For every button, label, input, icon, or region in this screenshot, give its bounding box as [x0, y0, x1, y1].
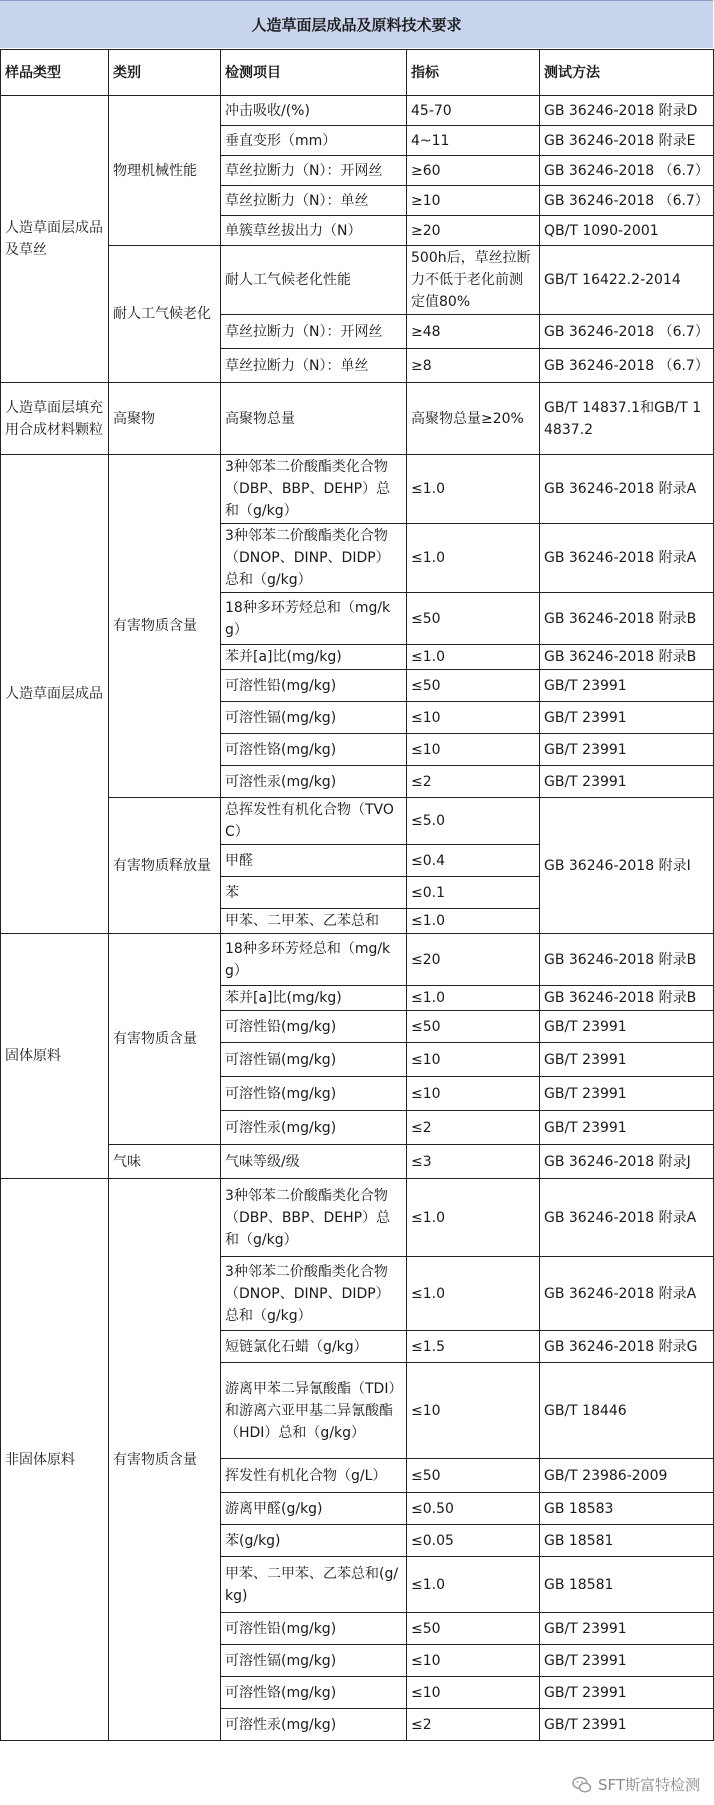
- index-cell: ≤10: [407, 1077, 540, 1111]
- test-item-cell: 3种邻苯二价酸酯类化合物（DBP、BBP、DEHP）总和（g/kg）: [221, 455, 407, 524]
- sample-type-cell: 固体原料: [1, 934, 109, 1179]
- method-cell: GB/T 23991: [540, 702, 714, 734]
- method-cell: GB 36246-2018 附录G: [540, 1331, 714, 1363]
- test-item-cell: 可溶性汞(mg/kg): [221, 1111, 407, 1145]
- index-cell: ≥10: [407, 186, 540, 216]
- method-cell: GB 18581: [540, 1525, 714, 1557]
- index-cell: ≤10: [407, 1645, 540, 1677]
- test-item-cell: 可溶性镉(mg/kg): [221, 1645, 407, 1677]
- test-item-cell: 单簇草丝拔出力（N）: [221, 216, 407, 246]
- method-cell: GB/T 23991: [540, 1011, 714, 1043]
- test-item-cell: 垂直变形（mm）: [221, 126, 407, 156]
- table-row: [1, 934, 714, 986]
- method-cell: GB/T 23991: [540, 1077, 714, 1111]
- method-cell: GB 36246-2018 附录D: [540, 96, 714, 126]
- test-item-cell: 冲击吸收/(%): [221, 96, 407, 126]
- method-cell: GB 36246-2018 附录A: [540, 1179, 714, 1257]
- index-cell: ≤1.0: [407, 524, 540, 593]
- test-item-cell: 苯并[a]比(mg/kg): [221, 986, 407, 1011]
- index-cell: ≤1.0: [407, 1257, 540, 1331]
- method-cell: GB/T 23991: [540, 734, 714, 766]
- index-cell: ≤10: [407, 1677, 540, 1709]
- method-cell: GB/T 23991: [540, 1043, 714, 1077]
- category-cell: 有害物质含量: [109, 455, 221, 798]
- test-item-cell: 苯(g/kg): [221, 1525, 407, 1557]
- header-test-method: 测试方法: [540, 50, 714, 96]
- test-item-cell: 可溶性镉(mg/kg): [221, 1043, 407, 1077]
- test-item-cell: 总挥发性有机化合物（TVOC）: [221, 798, 407, 845]
- table-row: [1, 455, 714, 524]
- method-cell: GB 36246-2018 附录B: [540, 986, 714, 1011]
- method-cell: GB/T 18446: [540, 1363, 714, 1459]
- method-cell: GB/T 16422.2-2014: [540, 246, 714, 315]
- test-item-cell: 可溶性铅(mg/kg): [221, 1011, 407, 1043]
- index-cell: ≤2: [407, 1709, 540, 1741]
- method-cell: GB 36246-2018 （6.7）: [540, 186, 714, 216]
- test-item-cell: 草丝拉断力（N）：开网丝: [221, 156, 407, 186]
- index-cell: 4~11: [407, 126, 540, 156]
- index-cell: ≤5.0: [407, 798, 540, 845]
- spec-table: [0, 49, 714, 1741]
- test-item-cell: 可溶性铅(mg/kg): [221, 670, 407, 702]
- category-cell: 有害物质含量: [109, 934, 221, 1145]
- test-item-cell: 气味等级/级: [221, 1145, 407, 1179]
- index-cell: ≥20: [407, 216, 540, 246]
- test-item-cell: 甲醛: [221, 845, 407, 877]
- index-cell: 高聚物总量≥20%: [407, 383, 540, 455]
- index-cell: ≤50: [407, 670, 540, 702]
- category-cell: 气味: [109, 1145, 221, 1179]
- index-cell: ≤50: [407, 1011, 540, 1043]
- sample-type-cell: 人造草面层填充用合成材料颗粒: [1, 383, 109, 455]
- method-cell: GB/T 23991: [540, 1677, 714, 1709]
- method-cell: GB 36246-2018 附录J: [540, 1145, 714, 1179]
- index-cell: ≤1.0: [407, 986, 540, 1011]
- method-cell: GB 36246-2018 附录B: [540, 645, 714, 670]
- index-cell: ≤50: [407, 1459, 540, 1493]
- test-item-cell: 可溶性铅(mg/kg): [221, 1613, 407, 1645]
- test-item-cell: 草丝拉断力（N）：开网丝: [221, 315, 407, 349]
- index-cell: ≤0.1: [407, 877, 540, 909]
- method-cell: GB/T 23991: [540, 1613, 714, 1645]
- index-cell: ≤2: [407, 1111, 540, 1145]
- watermark-text: SFT斯富特检测: [597, 1776, 700, 1794]
- test-item-cell: 3种邻苯二价酸酯类化合物（DNOP、DINP、DIDP）总和（g/kg）: [221, 1257, 407, 1331]
- header-sample-type: 样品类型: [1, 50, 109, 96]
- test-item-cell: 可溶性汞(mg/kg): [221, 1709, 407, 1741]
- index-cell: ≤50: [407, 1613, 540, 1645]
- method-cell: GB 36246-2018 附录I: [540, 798, 714, 934]
- method-cell: GB 36246-2018 附录A: [540, 1257, 714, 1331]
- method-cell: GB/T 23991: [540, 1709, 714, 1741]
- index-cell: ≤1.5: [407, 1331, 540, 1363]
- test-item-cell: 甲苯、二甲苯、乙苯总和(g/kg): [221, 1557, 407, 1613]
- index-cell: ≤2: [407, 766, 540, 798]
- header-index: 指标: [407, 50, 540, 96]
- index-cell: ≤10: [407, 702, 540, 734]
- method-cell: GB 36246-2018 （6.7）: [540, 349, 714, 383]
- method-cell: GB 18581: [540, 1557, 714, 1613]
- test-item-cell: 挥发性有机化合物（g/L）: [221, 1459, 407, 1493]
- index-cell: ≤0.05: [407, 1525, 540, 1557]
- method-cell: GB/T 23991: [540, 1645, 714, 1677]
- header-test-item: 检测项目: [221, 50, 407, 96]
- test-item-cell: 可溶性汞(mg/kg): [221, 766, 407, 798]
- test-item-cell: 草丝拉断力（N）：单丝: [221, 186, 407, 216]
- index-cell: ≤10: [407, 1363, 540, 1459]
- category-cell: 耐人工气候老化: [109, 246, 221, 383]
- test-item-cell: 游离甲醛(g/kg): [221, 1493, 407, 1525]
- category-cell: 有害物质含量: [109, 1179, 221, 1741]
- test-item-cell: 草丝拉断力（N）：单丝: [221, 349, 407, 383]
- test-item-cell: 3种邻苯二价酸酯类化合物（DNOP、DINP、DIDP）总和（g/kg）: [221, 524, 407, 593]
- method-cell: QB/T 1090-2001: [540, 216, 714, 246]
- test-item-cell: 可溶性镉(mg/kg): [221, 702, 407, 734]
- test-item-cell: 高聚物总量: [221, 383, 407, 455]
- test-item-cell: 苯: [221, 877, 407, 909]
- test-item-cell: 3种邻苯二价酸酯类化合物（DBP、BBP、DEHP）总和（g/kg）: [221, 1179, 407, 1257]
- method-cell: GB/T 23986-2009: [540, 1459, 714, 1493]
- table-row: [1, 96, 714, 126]
- table-row: [1, 1179, 714, 1257]
- index-cell: ≤3: [407, 1145, 540, 1179]
- method-cell: GB 36246-2018 附录B: [540, 934, 714, 986]
- method-cell: GB 36246-2018 （6.7）: [540, 156, 714, 186]
- watermark: [572, 1774, 700, 1795]
- table-title: 人造草面层成品及原料技术要求: [0, 0, 713, 48]
- method-cell: GB 36246-2018 附录B: [540, 593, 714, 645]
- test-item-cell: 短链氯化石蜡（g/kg）: [221, 1331, 407, 1363]
- index-cell: ≤1.0: [407, 909, 540, 934]
- index-cell: ≥8: [407, 349, 540, 383]
- method-cell: GB/T 23991: [540, 670, 714, 702]
- index-cell: 500h后，草丝拉断力不低于老化前测定值80%: [407, 246, 540, 315]
- test-item-cell: 苯并[a]比(mg/kg): [221, 645, 407, 670]
- sample-type-cell: 非固体原料: [1, 1179, 109, 1741]
- method-cell: GB 18583: [540, 1493, 714, 1525]
- header-category: 类别: [109, 50, 221, 96]
- index-cell: ≥60: [407, 156, 540, 186]
- sample-type-cell: 人造草面层成品及草丝: [1, 96, 109, 383]
- index-cell: ≤50: [407, 593, 540, 645]
- index-cell: ≤1.0: [407, 455, 540, 524]
- index-cell: ≤20: [407, 934, 540, 986]
- sample-type-cell: 人造草面层成品: [1, 455, 109, 934]
- category-cell: 物理机械性能: [109, 96, 221, 246]
- index-cell: ≤0.4: [407, 845, 540, 877]
- test-item-cell: 18种多环芳烃总和（mg/kg）: [221, 934, 407, 986]
- index-cell: ≥48: [407, 315, 540, 349]
- index-cell: ≤0.50: [407, 1493, 540, 1525]
- test-item-cell: 游离甲苯二异氰酸酯（TDI）和游离六亚甲基二异氰酸酯（HDI）总和（g/kg）: [221, 1363, 407, 1459]
- method-cell: GB 36246-2018 （6.7）: [540, 315, 714, 349]
- index-cell: ≤10: [407, 1043, 540, 1077]
- category-cell: 高聚物: [109, 383, 221, 455]
- test-item-cell: 18种多环芳烃总和（mg/kg）: [221, 593, 407, 645]
- method-cell: GB 36246-2018 附录E: [540, 126, 714, 156]
- header-row: [1, 50, 714, 96]
- wechat-icon: [572, 1775, 592, 1795]
- table-row: [1, 383, 714, 455]
- method-cell: GB/T 23991: [540, 766, 714, 798]
- test-item-cell: 耐人工气候老化性能: [221, 246, 407, 315]
- index-cell: ≤1.0: [407, 645, 540, 670]
- test-item-cell: 可溶性铬(mg/kg): [221, 734, 407, 766]
- method-cell: GB 36246-2018 附录A: [540, 455, 714, 524]
- index-cell: ≤10: [407, 734, 540, 766]
- method-cell: GB/T 14837.1和GB/T 14837.2: [540, 383, 714, 455]
- category-cell: 有害物质释放量: [109, 798, 221, 934]
- index-cell: ≤1.0: [407, 1557, 540, 1613]
- method-cell: GB/T 23991: [540, 1111, 714, 1145]
- test-item-cell: 甲苯、二甲苯、乙苯总和: [221, 909, 407, 934]
- index-cell: ≤1.0: [407, 1179, 540, 1257]
- index-cell: 45-70: [407, 96, 540, 126]
- method-cell: GB 36246-2018 附录A: [540, 524, 714, 593]
- test-item-cell: 可溶性铬(mg/kg): [221, 1077, 407, 1111]
- test-item-cell: 可溶性铬(mg/kg): [221, 1677, 407, 1709]
